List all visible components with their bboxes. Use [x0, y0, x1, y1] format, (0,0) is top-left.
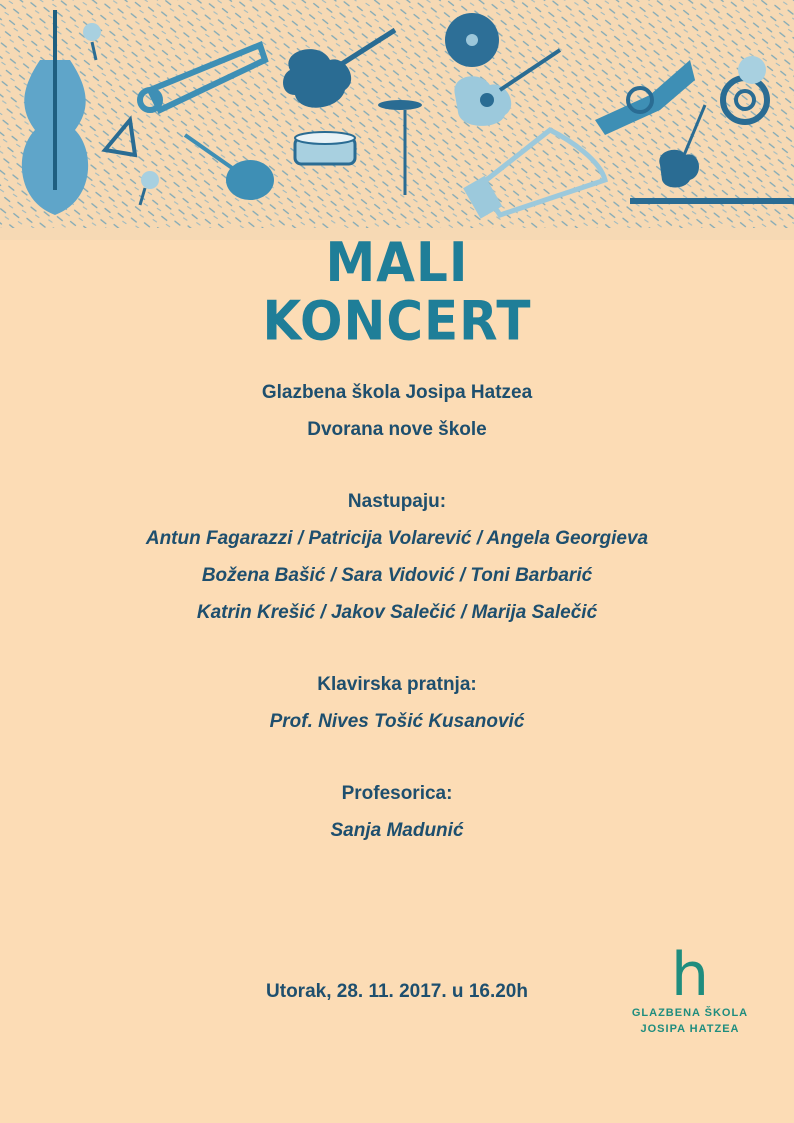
drum-icon — [295, 132, 355, 164]
school-name: Glazbena škola Josipa Hatzea — [261, 382, 533, 403]
instruments-banner — [0, 0, 794, 240]
venue: Dvorana nove škole — [307, 419, 487, 440]
concert-title — [0, 231, 794, 353]
title-line-1: MALI — [325, 231, 469, 295]
piano-heading: Klavirska pratnja: — [317, 674, 477, 695]
performers-heading: Nastupaju: — [347, 491, 447, 512]
logo-letter: h — [670, 940, 710, 1010]
piano-name: Prof. Nives Tošić Kusanović — [269, 711, 525, 732]
teacher-heading: Profesorica: — [341, 783, 453, 804]
school-logo — [620, 940, 760, 1065]
flute-icon — [630, 198, 794, 204]
teacher-name: Sanja Madunić — [330, 820, 464, 841]
performers-line: Katrin Krešić / Jakov Salečić / Marija Salečić — [196, 602, 598, 623]
title-line-2: KONCERT — [262, 289, 532, 353]
poster-content — [0, 383, 794, 840]
concert-date: Utorak, 28. 11. 2017. u 16.20h — [266, 981, 528, 1002]
logo-line-2: JOSIPA HATZEA — [640, 1023, 740, 1035]
performers-line: Božena Bašić / Sara Vidović / Toni Barbarić — [201, 565, 593, 586]
vinyl-record-icon — [445, 13, 499, 67]
performers-line: Antun Fagarazzi / Patricija Volarević / Angela Georgieva — [145, 528, 649, 549]
logo-line-1: GLAZBENA ŠKOLA — [631, 1007, 749, 1019]
instruments-illustration — [0, 0, 794, 240]
